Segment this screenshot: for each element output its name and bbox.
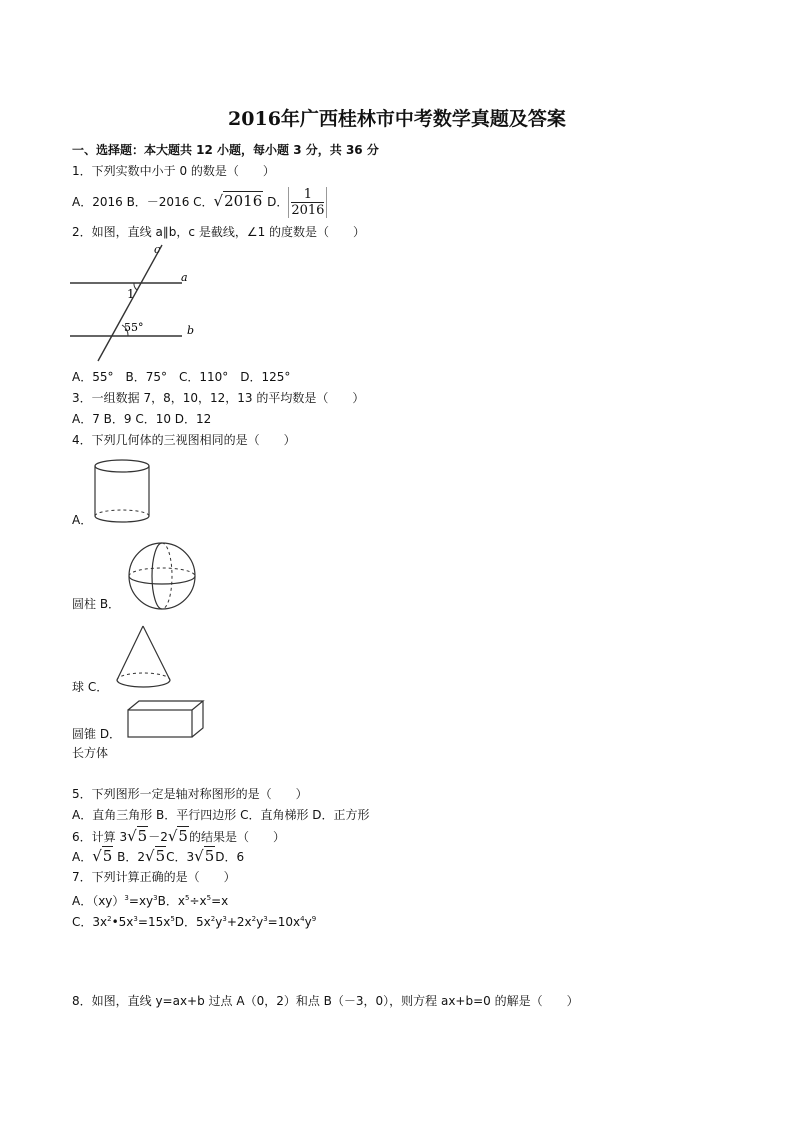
q4-line-b: 圆柱 B． [72,597,121,611]
q7-d-e5: 4 [300,915,305,923]
q6-c-sqrt: √5 [194,847,215,865]
q7-a-mid: =xy [128,894,154,908]
q6-option-a: A． [72,850,93,864]
q7-c-e3: 5 [170,915,175,923]
q6-a-radicand: 5 [102,847,113,865]
q7-d-mid: y [215,915,223,929]
q8-stem: 8．如图，直线 y=ax+b 过点 A（0，2）和点 B（－3，0），则方程 ax+b=0 的解是（ ） [72,994,579,1008]
page-title: 2016年广西桂林市中考数学真题及答案 [228,108,566,130]
q2-stem: 2．如图，直线 a∥b，c 是截线，∠1 的度数是（ ） [72,225,366,239]
q7-b-exp: 5 [184,894,190,902]
q7-d-e2: 3 [222,915,227,923]
q1-option-d: D． [263,195,289,209]
q1-stem: 1．下列实数中小于 0 的数是（ ） [72,164,275,178]
q7-c-e1: 2 [107,915,112,923]
q6-b-radicand: 5 [155,847,166,865]
q7-d-e1: 2 [210,915,216,923]
q7-d-e4: 3 [263,915,268,923]
q7-stem: 7．下列计算正确的是（ ） [72,870,236,884]
q6-options [72,846,244,867]
q6-stem-mid: －2 [148,830,168,844]
q7-options-ab [72,890,228,909]
q3-options: A．7 B．9 C．10 D．12 [72,412,212,426]
q4-option-a: A． [72,513,93,527]
q6-stem-pre: 6．计算 3 [72,830,128,844]
q7-b-pre: B．x [157,894,185,908]
q4-line-end: 长方体 [72,746,109,760]
q7-a-exp2: 3 [153,894,158,902]
q7-d-mid3: y [256,915,264,929]
q5-options: A．直角三角形 B．平行四边形 C．直角梯形 D．正方形 [72,808,370,822]
q6-stem [72,826,285,847]
q6-sqrt-2-radicand: 5 [178,827,188,845]
cone-figure [114,624,174,694]
q4-line-d: 圆锥 D． [72,727,122,741]
cuboid-figure [127,700,205,740]
q7-c-mid: •5x [111,915,134,929]
q2-options: A．55° B．75° C．110° D．125° [72,370,291,384]
q6-sqrt-1: √5 [127,827,148,845]
q1-options-ab: A．2016 B．－2016 C． [72,195,214,209]
q7-c-mid2: =15x [137,915,171,929]
q7-d-mid2: +2x [226,915,252,929]
q1-sqrt-radicand: 2016 [224,192,263,210]
label-a: a [181,271,188,284]
q1-fraction [288,187,327,218]
q5-stem: 5．下列图形一定是轴对称图形的是（ ） [72,787,308,801]
q6-option-b: B．2 [113,850,146,864]
label-b: b [187,324,195,337]
q7-c-e2: 3 [133,915,138,923]
q7-d-e3: 2 [251,915,257,923]
sphere-figure [127,541,199,613]
q7-b-mid: ÷x [189,894,207,908]
cylinder-figure [92,458,154,526]
label-55-degrees: 55° [124,321,144,334]
q7-d-pre: D．5x [174,915,211,929]
q1-sqrt: √2016 [213,192,263,210]
q6-sqrt-2: √5 [167,827,188,845]
q4-stem: 4．下列几何体的三视图相同的是（ ） [72,433,296,447]
q6-b-sqrt: √5 [145,847,166,865]
q6-option-d: D．6 [215,850,245,864]
line-c [98,245,162,361]
section-heading: 一、选择题：本大题共 12 小题，每小题 3 分，共 36 分 [72,143,379,157]
q7-options-cd [72,911,316,930]
q4-line-c: 球 C． [72,680,109,694]
q7-d-mid4: =10x [267,915,301,929]
q6-a-sqrt: √5 [92,847,113,865]
q6-option-c: C．3 [166,850,195,864]
q3-stem: 3．一组数据 7，8，10，12，13 的平均数是（ ） [72,391,365,405]
q6-c-radicand: 5 [204,847,215,865]
q7-d-e6: 9 [311,915,317,923]
q7-c-pre: C．3x [72,915,108,929]
q1-options [72,184,327,219]
q6-stem-post: 的结果是（ ） [188,830,285,844]
q7-b-post: =x [211,894,229,908]
q7-d-mid5: y [304,915,312,929]
q2-figure [70,243,200,368]
q7-a-pre: A．（xy） [72,894,125,908]
q1-fraction-den: 2016 [291,203,325,218]
q6-sqrt-1-radicand: 5 [137,827,148,845]
q1-fraction-num: 1 [291,187,324,203]
label-1: 1 [127,287,135,301]
label-c: c [154,243,161,256]
q7-a-exp: 3 [124,894,129,902]
q7-b-exp2: 5 [206,894,212,902]
